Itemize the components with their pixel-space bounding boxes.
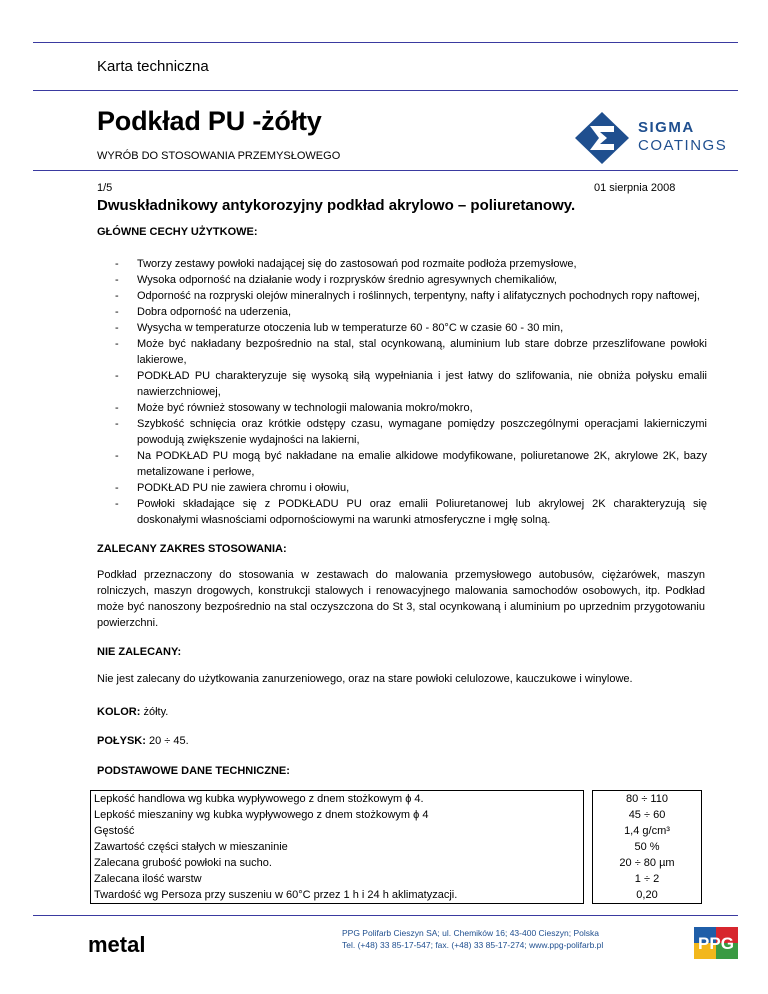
list-item: - Tworzy zestawy powłoki nadającej się do zastosowań pod rozmaite podłoża przemysłowe, bbox=[115, 258, 577, 270]
list-item: - Wysycha w temperaturze otoczenia lub w temperaturze 60 - 80°C w czasie 60 - 30 min, bbox=[115, 322, 564, 334]
list-item: - Powłoki składające się z PODKŁADU PU oraz emalii Poliuretanowej lub akrylowej 2K charakteryzują się doskonałymi własnościami odpornościowymi na warunki atmosferyczne i mgłę solną. bbox=[115, 498, 707, 526]
list-item: - Wysoka odporność na działanie wody i rozprysków średnio agresywnych chemikaliów, bbox=[115, 274, 557, 286]
ppg-logo-icon bbox=[694, 927, 738, 959]
svg-text:PPG: PPG bbox=[698, 934, 734, 953]
product-headline: Dwuskładnikowy antykorozyjny podkład akrylowo – poliuretanowy. bbox=[97, 197, 576, 214]
not-recommended-text: Nie jest zalecany do użytkowania zanurzeniowego, oraz na stare powłoki celulozowe, kauczukowe i winylowe. bbox=[97, 673, 633, 685]
product-subtitle: WYRÓB DO STOSOWANIA PRZEMYSŁOWEGO bbox=[97, 150, 341, 162]
list-item: - PODKŁAD PU nie zawiera chromu i ołowiu, bbox=[115, 482, 350, 494]
document-type: Karta techniczna bbox=[97, 58, 209, 75]
footer-category: metal bbox=[88, 932, 146, 957]
header-rule bbox=[33, 90, 738, 91]
title-rule bbox=[33, 170, 738, 171]
list-item: - PODKŁAD PU charakteryzuje się wysoką siłą wypełniania i jest łatwy do szlifowania, nie obniża połysku emalii nawierzchniowej, bbox=[115, 370, 707, 398]
ppg-logo bbox=[694, 927, 738, 959]
footer-contact: Tel. (+48) 33 85-17-547; fax. (+48) 33 85-17-274; www.ppg-polifarb.pl bbox=[342, 940, 604, 950]
table-row: Zawartość części stałych w mieszaninie 50 % bbox=[91, 839, 702, 855]
usage-heading: ZALECANY ZAKRES STOSOWANIA: bbox=[97, 543, 287, 555]
table-row: Lepkość mieszaniny wg kubka wypływowego z dnem stożkowym ϕ 4 45 ÷ 60 bbox=[91, 807, 702, 823]
list-item: - Może być również stosowany w technologii malowania mokro/mokro, bbox=[115, 402, 473, 414]
table-row: Twardość wg Persoza przy suszeniu w 60°C przez 1 h i 24 h aklimatyzacji. 0,20 bbox=[91, 887, 702, 904]
tech-heading: PODSTAWOWE DANE TECHNICZNE: bbox=[97, 765, 290, 777]
list-item: - Może być nakładany bezpośrednio na stal, stal ocynkowaną, aluminium lub stare dobrze przeszlifowane powłoki lakierowe, bbox=[115, 338, 707, 366]
table-row: Lepkość handlowa wg kubka wypływowego z dnem stożkowym ϕ 4. 80 ÷ 110 bbox=[91, 791, 702, 808]
gloss-line bbox=[97, 735, 189, 747]
sigma-coatings-logo bbox=[573, 110, 753, 166]
page-number: 1/5 bbox=[97, 182, 113, 194]
color-value: żółty. bbox=[143, 706, 169, 718]
logo-word-coatings: COATINGS bbox=[638, 137, 728, 154]
table-row: Gęstość 1,4 g/cm³ bbox=[91, 823, 702, 839]
issue-date: 01 sierpnia 2008 bbox=[594, 182, 676, 194]
list-item: - Na PODKŁAD PU mogą być nakładane na emalie alkidowe modyfikowane, poliuretanowe 2K, akrylowe 2K, bazy metalizowane i perłowe, bbox=[115, 450, 707, 478]
sigma-logo-icon bbox=[573, 110, 631, 166]
usage-text: Podkład przeznaczony do stosowania w zestawach do malowania przemysłowego autobusów, ciężarówek, maszyn rolniczych, maszyn drogowych, konstrukcji stalowych i renowacyjnego malowania samochodów osobowych, itp. Podkład może być nanoszony bezpośrednio na stal oczyszczona do St 3, stal ocynkowaną i aluminium po uprzednim przygotowaniu powierzchni. bbox=[97, 569, 705, 629]
footer-address: PPG Polifarb Cieszyn SA; ul. Chemików 16; 43-400 Cieszyn; Polska bbox=[342, 928, 600, 938]
not-recommended-heading: NIE ZALECANY: bbox=[97, 646, 182, 658]
features-heading: GŁÓWNE CECHY UŻYTKOWE: bbox=[97, 226, 258, 238]
color-label: KOLOR: bbox=[97, 706, 141, 718]
logo-word-sigma: SIGMA bbox=[638, 119, 695, 136]
footer-rule bbox=[33, 915, 738, 916]
tech-data-table bbox=[90, 790, 702, 904]
top-rule bbox=[33, 42, 738, 43]
table-row: Zalecana ilość warstw 1 ÷ 2 bbox=[91, 871, 702, 887]
product-title: Podkład PU -żółty bbox=[97, 106, 322, 136]
gloss-value: 20 ÷ 45. bbox=[148, 735, 189, 747]
list-item: - Dobra odporność na uderzenia, bbox=[115, 306, 292, 318]
gloss-label: POŁYSK: bbox=[97, 735, 146, 747]
features-list bbox=[97, 256, 707, 528]
list-item: - Szybkość schnięcia oraz krótkie odstępy czasu, wymagane pomiędzy poszczególnymi operacjami lakierniczymi powodują zwiększenie wydajności na lakierni, bbox=[115, 418, 707, 446]
table-row: Zalecana grubość powłoki na sucho. 20 ÷ 80 µm bbox=[91, 855, 702, 871]
list-item: - Odporność na rozpryski olejów mineralnych i roślinnych, terpentyny, nafty i alifatycznych pochodnych ropy naftowej, bbox=[115, 290, 700, 302]
color-line bbox=[97, 706, 168, 718]
